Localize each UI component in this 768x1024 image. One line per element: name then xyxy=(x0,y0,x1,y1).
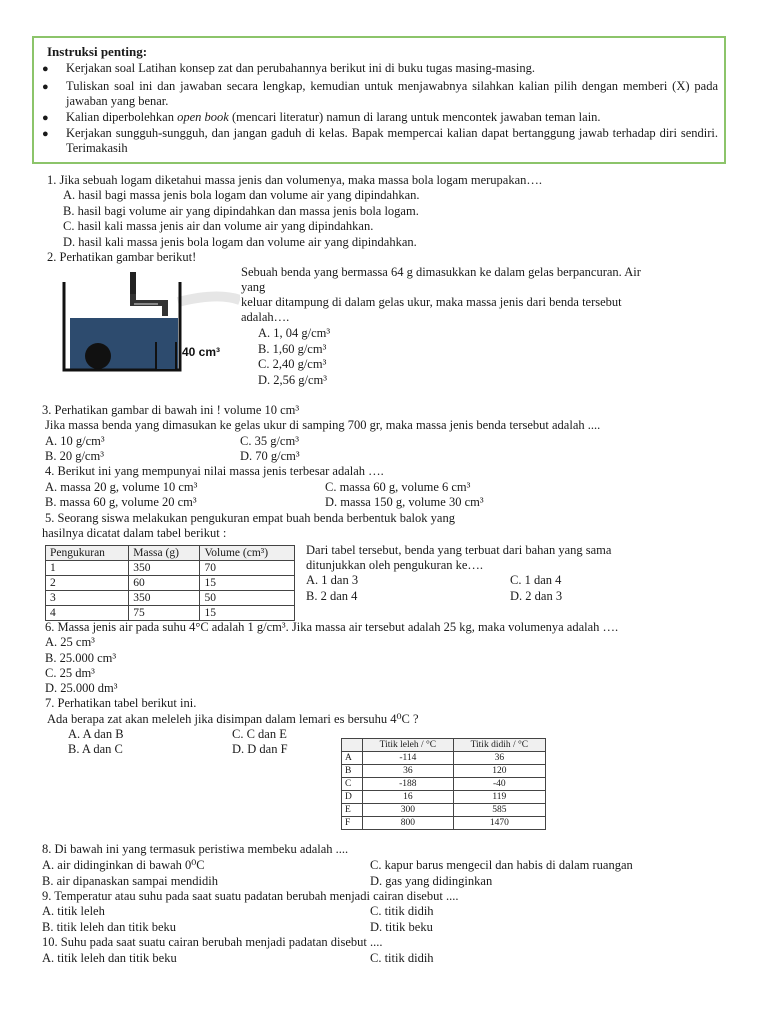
instruction-item: Tuliskan soal ini dan jawaban secara lengkap, kemudian untuk menjawabnya silahkan kalian pilih dengan memberi (X) pada jawaban yang benar. xyxy=(66,79,718,108)
question-3: 3. Perhatikan gambar di bawah ini ! volume 10 cm³ xyxy=(42,403,300,417)
instruction-item: Kerjakan sungguh-sungguh, dan jangan gaduh di kelas. Bapak mempercai kalian dapat bertanggung jawab terhadap diri sendiri. Terimakasih xyxy=(66,126,718,155)
table-row xyxy=(46,591,295,606)
bullet-icon: ● xyxy=(42,112,49,124)
option: C. 25 dm³ xyxy=(45,666,95,680)
option: C. 2,40 g/cm³ xyxy=(258,357,327,371)
melting-boiling-table xyxy=(341,738,546,830)
option: A. titik leleh xyxy=(42,904,105,918)
option: B. titik leleh dan titik beku xyxy=(42,920,177,934)
table-header: Massa (g) xyxy=(129,546,200,561)
q2-text: keluar ditampung di dalam gelas ukur, maka massa jenis dari benda tersebut xyxy=(241,295,622,309)
option: D. massa 150 g, volume 30 cm³ xyxy=(325,495,484,509)
table-cell: 800 xyxy=(363,817,454,830)
question-10: 10. Suhu pada saat suatu cairan berubah menjadi padatan disebut .... xyxy=(42,935,383,949)
table-cell: -188 xyxy=(363,778,454,791)
question-2: 2. Perhatikan gambar berikut! xyxy=(47,250,197,264)
option: D. hasil kali massa jenis bola logam dan volume air yang dipindahkan. xyxy=(63,235,417,249)
table-cell: 119 xyxy=(453,791,545,804)
option: D. 2 dan 3 xyxy=(510,589,563,603)
table-row xyxy=(342,752,546,765)
table-row xyxy=(342,765,546,778)
table-row xyxy=(46,576,295,591)
option: D. D dan F xyxy=(232,742,288,756)
table-cell: D xyxy=(342,791,363,804)
table-header xyxy=(342,739,363,752)
table-cell: 15 xyxy=(200,606,295,621)
option: C. hasil kali massa jenis air dan volume air yang dipindahkan. xyxy=(63,219,374,233)
option: B. hasil bagi volume air yang dipindahkan dan massa jenis bola logam. xyxy=(63,204,419,218)
instruction-item: Kalian diperbolehkan open book (mencari literatur) namun di larang untuk mencontek jawaban teman lain. xyxy=(66,110,601,124)
q7-text: Ada berapa zat akan meleleh jika disimpan dalam lemari es bersuhu 4⁰C ? xyxy=(47,712,419,726)
q5-text: ditunjukkan oleh pengukuran ke…. xyxy=(306,558,484,572)
q2-text: Sebuah benda yang bermassa 64 g dimasukkan ke dalam gelas berpancuran. Air xyxy=(241,265,641,279)
option: B. air dipanaskan sampai mendidih xyxy=(42,874,219,888)
option: D. 25.000 dm³ xyxy=(45,681,118,695)
table-cell: 1 xyxy=(46,561,129,576)
bullet-icon: ● xyxy=(42,63,49,75)
table-cell: A xyxy=(342,752,363,765)
option: D. gas yang didinginkan xyxy=(370,874,493,888)
table-cell: 300 xyxy=(363,804,454,817)
table-cell: 75 xyxy=(129,606,200,621)
table-cell: 60 xyxy=(129,576,200,591)
option: A. titik leleh dan titik beku xyxy=(42,951,177,965)
bullet-icon: ● xyxy=(42,128,49,140)
overflow-vessel-figure xyxy=(58,272,240,372)
table-cell: 4 xyxy=(46,606,129,621)
table-cell: B xyxy=(342,765,363,778)
option: A. massa 20 g, volume 10 cm³ xyxy=(45,480,198,494)
option: C. 1 dan 4 xyxy=(510,573,562,587)
option: A. 10 g/cm³ xyxy=(45,434,105,448)
question-6: 6. Massa jenis air pada suhu 4°C adalah 1 g/cm³. Jika massa air tersebut adalah 25 kg, maka volumenya adalah …. xyxy=(45,620,619,634)
option: C. 35 g/cm³ xyxy=(240,434,299,448)
q2-text: yang xyxy=(241,280,266,294)
table-cell: 585 xyxy=(453,804,545,817)
q3-text: Jika massa benda yang dimasukan ke gelas ukur di samping 700 gr, maka massa jenis benda tersebut adalah .... xyxy=(45,418,601,432)
q5-text: Dari tabel tersebut, benda yang terbuat dari bahan yang sama xyxy=(306,543,612,557)
table-row xyxy=(46,561,295,576)
option: A. 1, 04 g/cm³ xyxy=(258,326,331,340)
option: A. air didinginkan di bawah 0⁰C xyxy=(42,858,205,872)
table-cell: 3 xyxy=(46,591,129,606)
table-cell: -114 xyxy=(363,752,454,765)
option: C. C dan E xyxy=(232,727,287,741)
table-cell: E xyxy=(342,804,363,817)
table-cell: 36 xyxy=(453,752,545,765)
option: B. 1,60 g/cm³ xyxy=(258,342,327,356)
table-cell: 120 xyxy=(453,765,545,778)
table-cell: 70 xyxy=(200,561,295,576)
table-cell: -40 xyxy=(453,778,545,791)
option: B. A dan C xyxy=(68,742,123,756)
option: C. kapur barus mengecil dan habis di dalam ruangan xyxy=(370,858,633,872)
table-header: Pengukuran xyxy=(46,546,129,561)
q2-text: adalah…. xyxy=(241,310,290,324)
question-4: 4. Berikut ini yang mempunyai nilai massa jenis terbesar adalah …. xyxy=(45,464,384,478)
table-cell: 15 xyxy=(200,576,295,591)
question-5: 5. Seorang siswa melakukan pengukuran empat buah benda berbentuk balok yang xyxy=(45,511,455,525)
table-cell: 50 xyxy=(200,591,295,606)
option: B. 2 dan 4 xyxy=(306,589,358,603)
table-cell: 36 xyxy=(363,765,454,778)
instructions-title: Instruksi penting: xyxy=(47,44,148,59)
option: A. 25 cm³ xyxy=(45,635,95,649)
option: A. A dan B xyxy=(68,727,124,741)
option: D. titik beku xyxy=(370,920,433,934)
table-cell: 16 xyxy=(363,791,454,804)
option: B. 20 g/cm³ xyxy=(45,449,104,463)
table-row xyxy=(342,817,546,830)
question-5-cont: hasilnya dicatat dalam tabel berikut : xyxy=(42,526,227,540)
option: C. titik didih xyxy=(370,951,434,965)
table-header: Titik didih / °C xyxy=(453,739,545,752)
table-header: Titik leleh / °C xyxy=(363,739,454,752)
question-7: 7. Perhatikan tabel berikut ini. xyxy=(45,696,197,710)
table-row xyxy=(342,791,546,804)
table-row xyxy=(46,606,295,621)
option: A. 1 dan 3 xyxy=(306,573,359,587)
option: D. 2,56 g/cm³ xyxy=(258,373,328,387)
table-row xyxy=(342,778,546,791)
question-9: 9. Temperatur atau suhu pada saat suatu padatan berubah menjadi cairan disebut .... xyxy=(42,889,459,903)
bullet-icon: ● xyxy=(42,81,49,93)
table-cell: 1470 xyxy=(453,817,545,830)
table-cell: C xyxy=(342,778,363,791)
instruction-item: Kerjakan soal Latihan konsep zat dan perubahannya berikut ini di buku tugas masing-masing. xyxy=(66,61,535,75)
option: B. 25.000 cm³ xyxy=(45,651,117,665)
option: C. titik didih xyxy=(370,904,434,918)
question-8: 8. Di bawah ini yang termasuk peristiwa membeku adalah .... xyxy=(42,842,349,856)
table-header: Volume (cm³) xyxy=(200,546,295,561)
table-cell: 2 xyxy=(46,576,129,591)
option: C. massa 60 g, volume 6 cm³ xyxy=(325,480,471,494)
question-1: 1. Jika sebuah logam diketahui massa jenis dan volumenya, maka massa bola logam merupakan…. xyxy=(47,173,543,187)
option: B. massa 60 g, volume 20 cm³ xyxy=(45,495,197,509)
table-cell: 350 xyxy=(129,561,200,576)
figure-label: 40 cm³ xyxy=(182,345,221,359)
measurement-table xyxy=(45,545,295,621)
option: A. hasil bagi massa jenis bola logam dan volume air yang dipindahkan. xyxy=(63,188,420,202)
table-row xyxy=(342,804,546,817)
option: D. 70 g/cm³ xyxy=(240,449,300,463)
table-cell: 350 xyxy=(129,591,200,606)
table-cell: F xyxy=(342,817,363,830)
